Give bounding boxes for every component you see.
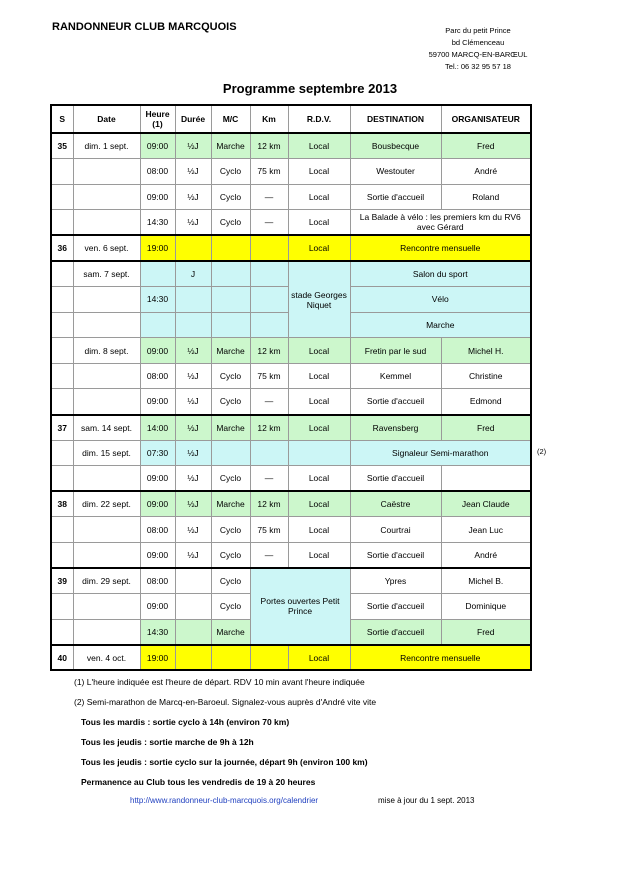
time-cell: 09:00 (140, 338, 175, 364)
date-cell: dim. 22 sept. (73, 491, 140, 517)
organizer-cell: Dominique (441, 594, 531, 620)
week-cell: 37 (51, 415, 73, 441)
col-header: Heure (1) (140, 105, 175, 133)
duration-cell: ½J (175, 133, 211, 159)
table-row (51, 415, 531, 441)
rdv-cell: Local (288, 491, 350, 517)
duration-cell: ½J (175, 338, 211, 364)
time-cell: 07:30 (140, 440, 175, 466)
type-cell: Marche (211, 619, 250, 645)
table-row (51, 133, 531, 159)
address-line: Parc du petit Prince (445, 26, 511, 35)
duration-cell: ½J (175, 440, 211, 466)
km-cell: — (250, 543, 288, 569)
type-cell: Cyclo (211, 389, 250, 415)
km-cell: 75 km (250, 363, 288, 389)
duration-cell: ½J (175, 491, 211, 517)
col-header: M/C (211, 105, 250, 133)
date-cell: dim. 1 sept. (73, 133, 140, 159)
type-cell: Cyclo (211, 568, 250, 594)
time-cell: 09:00 (140, 466, 175, 492)
rdv-cell: Local (288, 235, 350, 261)
table-row (51, 466, 531, 492)
schedule-note: Tous les jeudis : sortie marche de 9h à 12h (81, 737, 254, 747)
destination-cell: Signaleur Semi-marathon (350, 440, 531, 466)
destination-cell: Courtrai (350, 517, 441, 543)
destination-cell: Rencontre mensuelle (350, 645, 531, 671)
destination-cell: Marche (350, 312, 531, 338)
destination-cell: Sortie d'accueil (350, 389, 441, 415)
duration-cell: ½J (175, 363, 211, 389)
table-row (51, 184, 531, 210)
type-cell: Cyclo (211, 517, 250, 543)
table-row (51, 440, 531, 466)
week-cell: 40 (51, 645, 73, 671)
table-row (51, 517, 531, 543)
table-row (51, 210, 531, 236)
destination-cell: Sortie d'accueil (350, 619, 441, 645)
rdv-cell: Local (288, 210, 350, 236)
km-cell: — (250, 210, 288, 236)
week-cell: 35 (51, 133, 73, 159)
table-row (51, 645, 531, 671)
duration-cell: ½J (175, 184, 211, 210)
col-header: Durée (175, 105, 211, 133)
type-cell: Cyclo (211, 210, 250, 236)
type-cell: Marche (211, 338, 250, 364)
km-cell: 12 km (250, 338, 288, 364)
rdv-cell: Local (288, 159, 350, 185)
destination-cell: Rencontre mensuelle (350, 235, 531, 261)
date-cell: dim. 15 sept. (73, 440, 140, 466)
time-cell: 09:00 (140, 594, 175, 620)
week-cell: 36 (51, 235, 73, 261)
km-cell: 12 km (250, 415, 288, 441)
rdv-cell: Local (288, 389, 350, 415)
km-cell: — (250, 466, 288, 492)
destination-cell: Sortie d'accueil (350, 543, 441, 569)
time-cell: 09:00 (140, 184, 175, 210)
footnote: (2) Semi-marathon de Marcq-en-Baroeul. Signalez-vous auprès d'André vite vite (74, 697, 377, 707)
table-row (51, 159, 531, 185)
col-header: R.D.V. (288, 105, 350, 133)
duration-cell: ½J (175, 389, 211, 415)
rdv-cell: Local (288, 415, 350, 441)
time-cell: 08:00 (140, 159, 175, 185)
table-row (51, 389, 531, 415)
rdv-cell: Local (288, 543, 350, 569)
km-cell: — (250, 389, 288, 415)
duration-cell: ½J (175, 543, 211, 569)
schedule-note: Tous les jeudis : sortie cyclo sur la journée, départ 9h (environ 100 km) (81, 757, 368, 767)
type-cell: Marche (211, 133, 250, 159)
destination-cell: Salon du sport (350, 261, 531, 287)
time-cell: 08:00 (140, 517, 175, 543)
organizer-cell: Jean Luc (441, 517, 531, 543)
type-cell: Cyclo (211, 159, 250, 185)
schedule-note: Tous les mardis : sortie cyclo à 14h (environ 70 km) (81, 717, 290, 727)
page-title: Programme septembre 2013 (222, 81, 398, 96)
rdv-cell: Local (288, 133, 350, 159)
program-table (50, 104, 532, 671)
organizer-cell: Roland (441, 184, 531, 210)
destination-cell: Ypres (350, 568, 441, 594)
update-date: mise à jour du 1 sept. 2013 (378, 796, 475, 805)
destination-cell: La Balade à vélo : les premiers km du RV6 avec Gérard (350, 210, 531, 236)
time-cell: 08:00 (140, 363, 175, 389)
schedule-note: Permanence au Club tous les vendredis de 19 à 20 heures (81, 777, 316, 787)
table-row (51, 543, 531, 569)
time-cell: 09:00 (140, 389, 175, 415)
rdv-cell: Portes ouvertes Petit Prince (250, 568, 350, 645)
date-cell: ven. 4 oct. (73, 645, 140, 671)
destination-cell: Kemmel (350, 363, 441, 389)
address-line: Tel.: 06 32 95 57 18 (445, 62, 511, 71)
calendar-link[interactable]: http://www.randonneur-club-marcquois.org/calendrier (130, 796, 319, 805)
rdv-cell: stade Georges Niquet (288, 261, 350, 338)
organizer-cell: André (441, 543, 531, 569)
type-cell: Cyclo (211, 543, 250, 569)
km-cell: 12 km (250, 133, 288, 159)
organizer-cell: Jean Claude (441, 491, 531, 517)
duration-cell: ½J (175, 159, 211, 185)
table-row (51, 235, 531, 261)
address-line: 59700 MARCQ-EN-BARŒUL (428, 50, 528, 59)
type-cell: Cyclo (211, 184, 250, 210)
km-cell: 75 km (250, 159, 288, 185)
header-row (51, 105, 531, 133)
organizer-cell: Michel H. (441, 338, 531, 364)
footnote: (1) L'heure indiquée est l'heure de départ. RDV 10 min avant l'heure indiquée (74, 677, 365, 687)
destination-cell: Ravensberg (350, 415, 441, 441)
table-row (51, 261, 531, 287)
address-line: bd Clémenceau (451, 38, 505, 47)
table-row (51, 363, 531, 389)
type-cell: Cyclo (211, 466, 250, 492)
organizer-cell: Fred (441, 133, 531, 159)
type-cell: Marche (211, 491, 250, 517)
week-cell: 39 (51, 568, 73, 594)
time-cell: 08:00 (140, 568, 175, 594)
rdv-cell: Local (288, 363, 350, 389)
col-header: Km (250, 105, 288, 133)
time-cell: 14:30 (140, 210, 175, 236)
destination-cell: Westouter (350, 159, 441, 185)
duration-cell: ½J (175, 415, 211, 441)
date-cell: sam. 14 sept. (73, 415, 140, 441)
organizer-cell: André (441, 159, 531, 185)
type-cell: Cyclo (211, 594, 250, 620)
col-header: ORGANISATEUR (441, 105, 531, 133)
organizer-cell (441, 466, 531, 492)
rdv-cell: Local (288, 645, 350, 671)
notes-section (74, 677, 376, 797)
organizer-cell: Edmond (441, 389, 531, 415)
date-cell: sam. 7 sept. (73, 261, 140, 287)
club-address (418, 25, 538, 73)
rdv-cell: Local (288, 338, 350, 364)
table-row (51, 491, 531, 517)
week-cell: 38 (51, 491, 73, 517)
km-cell: 12 km (250, 491, 288, 517)
side-note: (2) (537, 447, 547, 456)
time-cell: 09:00 (140, 133, 175, 159)
col-header: Date (73, 105, 140, 133)
time-cell: 19:00 (140, 235, 175, 261)
destination-cell: Fretin par le sud (350, 338, 441, 364)
time-cell: 09:00 (140, 491, 175, 517)
destination-cell: Vélo (350, 287, 531, 313)
duration-cell: J (175, 261, 211, 287)
duration-cell: ½J (175, 517, 211, 543)
col-header: DESTINATION (350, 105, 441, 133)
organizer-cell: Michel B. (441, 568, 531, 594)
km-cell: — (250, 184, 288, 210)
time-cell: 19:00 (140, 645, 175, 671)
duration-cell: ½J (175, 210, 211, 236)
destination-cell: Sortie d'accueil (350, 594, 441, 620)
type-cell: Cyclo (211, 363, 250, 389)
date-cell: dim. 8 sept. (73, 338, 140, 364)
organizer-cell: Fred (441, 415, 531, 441)
time-cell: 14:30 (140, 619, 175, 645)
duration-cell: ½J (175, 466, 211, 492)
table-row (51, 338, 531, 364)
type-cell: Marche (211, 415, 250, 441)
rdv-cell: Local (288, 466, 350, 492)
date-cell: dim. 29 sept. (73, 568, 140, 594)
club-name: RANDONNEUR CLUB MARCQUOIS (52, 21, 237, 33)
date-cell: ven. 6 sept. (73, 235, 140, 261)
organizer-cell: Christine (441, 363, 531, 389)
destination-cell: Caëstre (350, 491, 441, 517)
time-cell: 09:00 (140, 543, 175, 569)
rdv-cell: Local (288, 184, 350, 210)
km-cell: 75 km (250, 517, 288, 543)
time-cell: 14:30 (140, 287, 175, 313)
destination-cell: Bousbecque (350, 133, 441, 159)
destination-cell: Sortie d'accueil (350, 466, 441, 492)
table-row (51, 568, 531, 594)
time-cell: 14:00 (140, 415, 175, 441)
organizer-cell: Fred (441, 619, 531, 645)
rdv-cell: Local (288, 517, 350, 543)
col-header: S (51, 105, 73, 133)
destination-cell: Sortie d'accueil (350, 184, 441, 210)
